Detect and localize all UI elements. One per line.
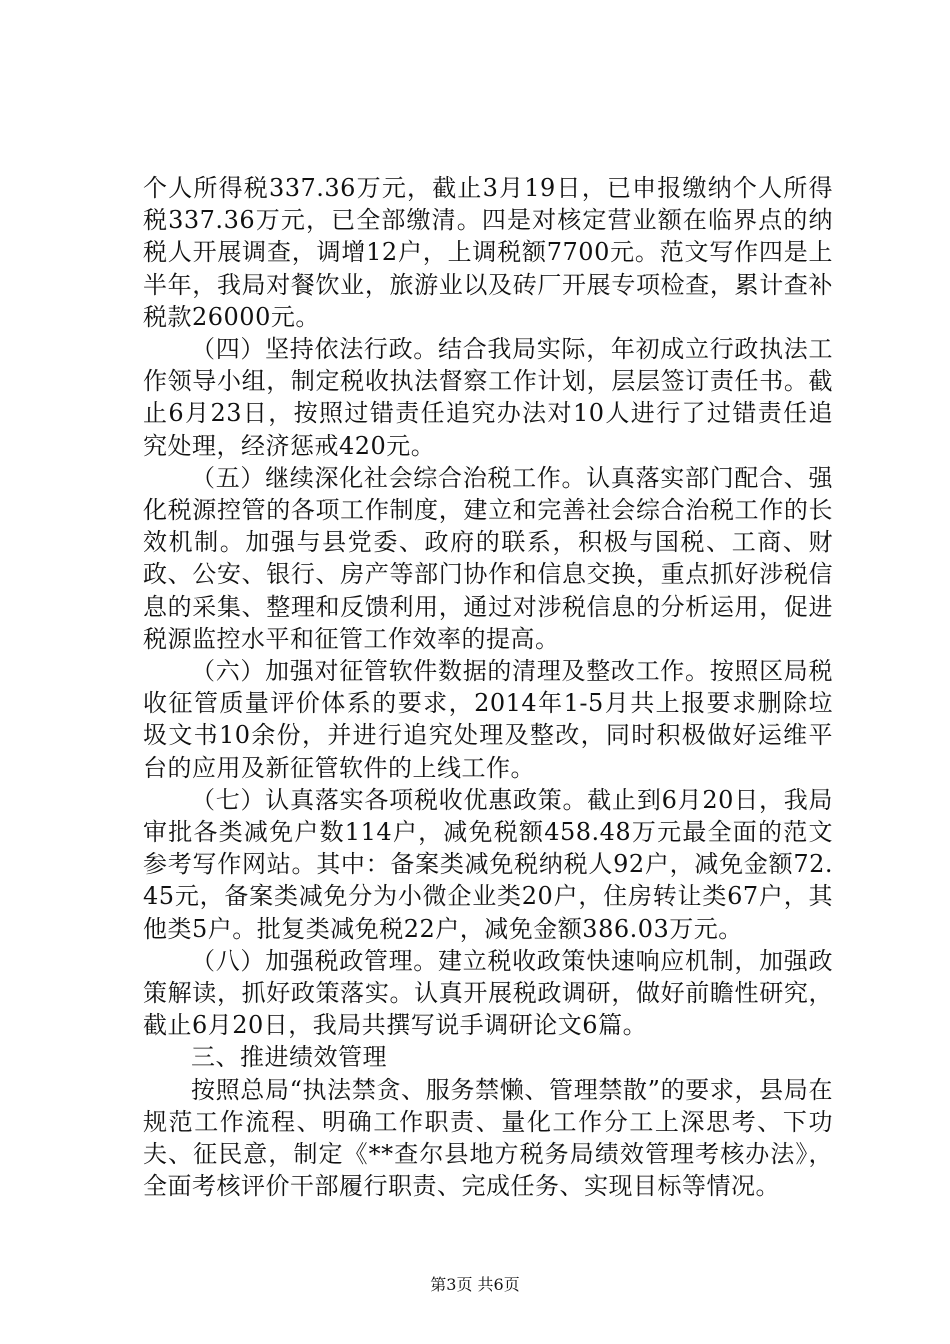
page-footer: 第3页 共6页 (430, 1275, 520, 1294)
section-heading: 三、推进绩效管理 (191, 1043, 387, 1072)
paragraph-3: （五）继续深化社会综合治税工作。认真落实部门配合、强化税源控管的各项工作制度，建立和完善社会综合治税工作的长效机制。加强与县党委、政府的联系，积极与国税、工商、财政、公安、银行、房产等部门协作和信息交换，重点抓好涉税信息的采集、整理和反馈利用，通过对涉税信息的分析运用，促进税源监控水平和征管工作效率的提高。 (143, 463, 833, 653)
paragraph-7: 按照总局“执法禁贪、服务禁懒、管理禁散”的要求，县局在规范工作流程、明确工作职责、量化工作分工上深思考、下功夫、征民意，制定《**查尔县地方税务局绩效管理考核办法》，全面考核评价干部履行职责、完成任务、实现目标等情况。 (143, 1075, 833, 1201)
paragraph-4: （六）加强对征管软件数据的清理及整改工作。按照区局税收征管质量评价体系的要求，2014年1-5月共上报要求删除垃圾文书10余份，并进行追究处理及整改，同时积极做好运维平台的应用及新征管软件的上线工作。 (143, 657, 833, 782)
paragraph-5: （七）认真落实各项税收优惠政策。截止到6月20日，我局审批各类减免户数114户，减免税额458.48万元最全面的范文参考写作网站。其中：备案类减免税纳税人92户，减免金额72.45元，备案类减免分为小微企业类20户，住房转让类67户，其他类5户。批复类减免税22户，减免金额386.03万元。 (143, 785, 833, 943)
paragraph-6: （八）加强税政管理。建立税收政策快速响应机制，加强政策解读，抓好政策落实。认真开展税政调研，做好前瞻性研究，截止6月20日，我局共撰写说手调研论文6篇。 (143, 946, 833, 1040)
paragraph-1: 个人所得税337.36万元，截止3月19日，已申报缴纳个人所得税337.36万元，已全部缴清。四是对核定营业额在临界点的纳税人开展调查，调增12户，上调税额7700元。范文写作四是上半年，我局对餐饮业，旅游业以及砖厂开展专项检查，累计查补税款26000元。 (143, 174, 833, 331)
paragraph-2: （四）坚持依法行政。结合我局实际，年初成立行政执法工作领导小组，制定税收执法督察工作计划，层层签订责任书。截止6月23日，按照过错责任追究办法对10人进行了过错责任追究处理，经济惩戒420元。 (143, 335, 833, 460)
document-body (143, 172, 833, 1203)
